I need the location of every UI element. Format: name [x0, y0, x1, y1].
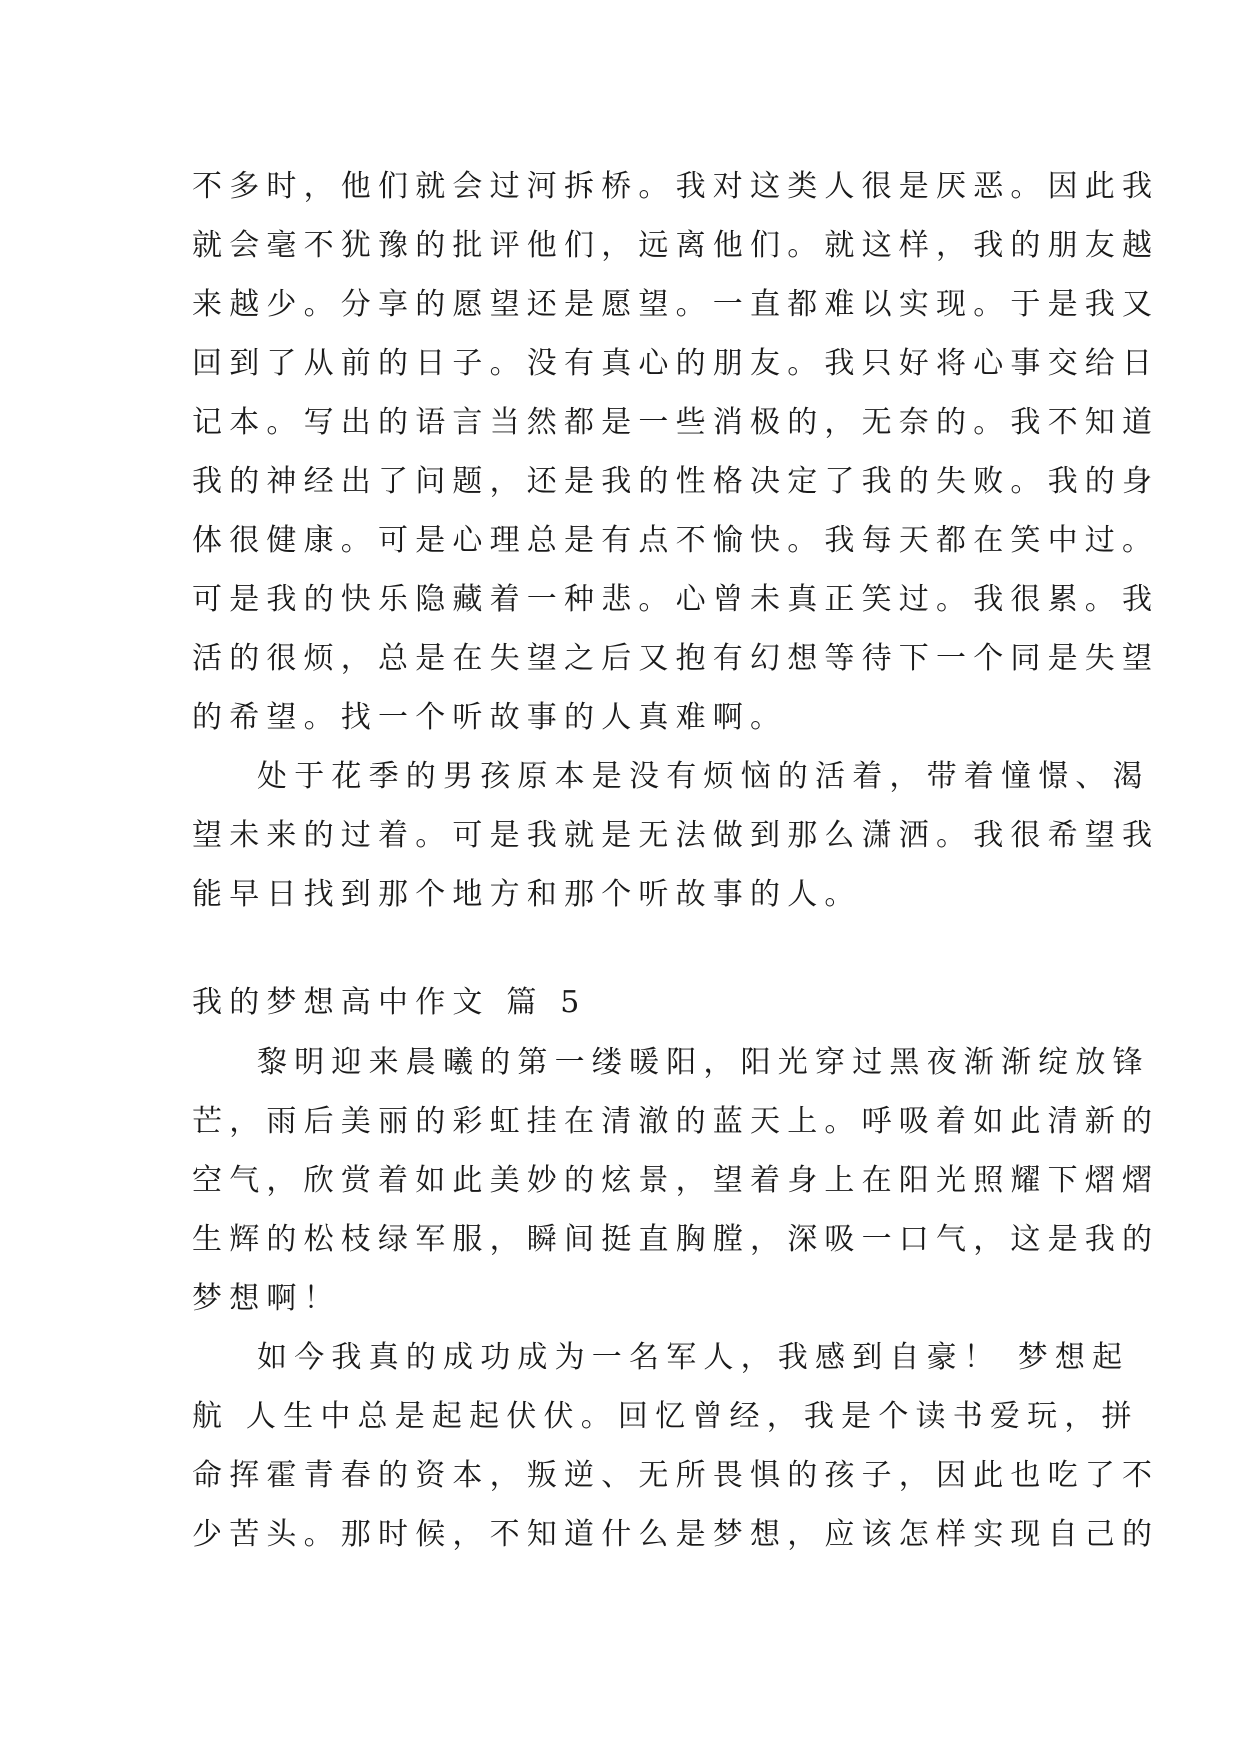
paragraph-line: 黎明迎来晨曦的第一缕暖阳，阳光穿过黑夜渐渐绽放锋 — [257, 1045, 1150, 1080]
paragraph-line: 就会毫不犹豫的批评他们，远离他们。就这样，我的朋友越 — [192, 228, 1160, 263]
paragraph-line: 生辉的松枝绿军服，瞬间挺直胸膛，深吸一口气，这是我的 — [192, 1222, 1160, 1257]
paragraph-line: 能早日找到那个地方和那个听故事的人。 — [192, 877, 862, 912]
paragraph-line: 不多时，他们就会过河拆桥。我对这类人很是厌恶。因此我 — [192, 169, 1160, 204]
paragraph-line: 梦想啊！ — [192, 1281, 341, 1316]
paragraph-line: 可是我的快乐隐藏着一种悲。心曾未真正笑过。我很累。我 — [192, 582, 1160, 617]
paragraph-line: 回到了从前的日子。没有真心的朋友。我只好将心事交给日 — [192, 346, 1160, 381]
paragraph-line: 如今我真的成功成为一名军人，我感到自豪！ 梦想起 — [257, 1340, 1130, 1375]
paragraph-line: 的希望。找一个听故事的人真难啊。 — [192, 700, 788, 735]
paragraph-line: 航 人生中总是起起伏伏。回忆曾经，我是个读书爱玩，拼 — [192, 1399, 1139, 1434]
paragraph-line: 空气，欣赏着如此美妙的炫景，望着身上在阳光照耀下熠熠 — [192, 1163, 1160, 1198]
paragraph-line: 来越少。分享的愿望还是愿望。一直都难以实现。于是我又 — [192, 287, 1160, 322]
paragraph-line: 处于花季的男孩原本是没有烦恼的活着，带着憧憬、渴 — [257, 759, 1150, 794]
paragraph-line: 芒，雨后美丽的彩虹挂在清澈的蓝天上。呼吸着如此清新的 — [192, 1104, 1160, 1139]
paragraph-line: 望未来的过着。可是我就是无法做到那么潇洒。我很希望我 — [192, 818, 1160, 853]
paragraph-line: 我的神经出了问题，还是我的性格决定了我的失败。我的身 — [192, 464, 1160, 499]
paragraph-line: 记本。写出的语言当然都是一些消极的，无奈的。我不知道 — [192, 405, 1160, 440]
section-heading: 我的梦想高中作文 篇 5 — [192, 985, 587, 1020]
paragraph-line: 少苦头。那时候，不知道什么是梦想，应该怎样实现自己的 — [192, 1517, 1160, 1552]
paragraph-line: 命挥霍青春的资本，叛逆、无所畏惧的孩子，因此也吃了不 — [192, 1458, 1160, 1493]
paragraph-line: 活的很烦，总是在失望之后又抱有幻想等待下一个同是失望 — [192, 641, 1160, 676]
paragraph-line: 体很健康。可是心理总是有点不愉快。我每天都在笑中过。 — [192, 523, 1160, 558]
